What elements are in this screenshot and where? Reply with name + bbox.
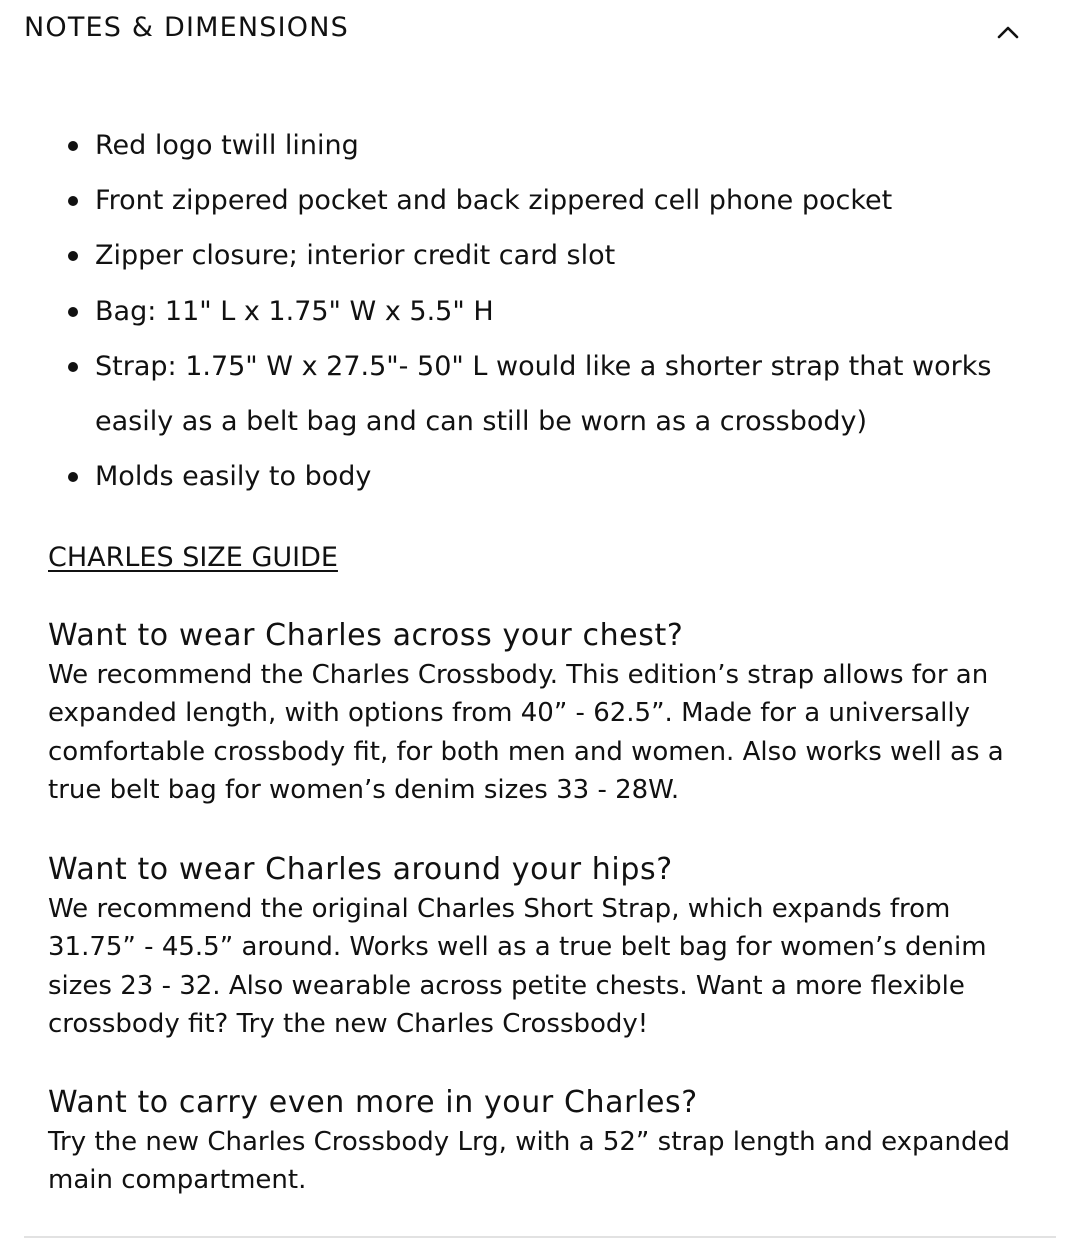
list-item: Front zippered pocket and back zippered cell phone pocket [48,173,1038,228]
bottom-divider [24,1236,1056,1238]
size-guide-link[interactable]: CHARLES SIZE GUIDE [48,542,338,573]
notes-list [48,118,1038,504]
guide-body: Try the new Charles Crossbody Lrg, with a 52” strap length and expanded main compartment. [48,1127,1010,1196]
accordion-header-notes-dimensions[interactable] [24,0,1056,56]
guide-section-crossbody [48,616,1033,809]
guide-section-carry-more [48,1083,1033,1200]
list-item: Strap: 1.75" W x 27.5"- 50" L would like a shorter strap that works easily as a belt bag and can still be worn as a crossbody) [48,339,1038,449]
guide-section-hips [48,850,1033,1043]
list-item: Zipper closure; interior credit card slot [48,228,1038,283]
chevron-up-icon[interactable] [994,20,1022,44]
list-item: Molds easily to body [48,449,1038,504]
accordion-title: NOTES & DIMENSIONS [24,12,349,43]
guide-heading: Want to wear Charles across your chest? [48,618,684,653]
guide-heading: Want to carry even more in your Charles? [48,1085,698,1120]
guide-body: We recommend the original Charles Short Strap, which expands from 31.75” - 45.5” around. Works well as a true belt bag for women’s denim sizes 23 - 32. Also wearable across petite chests. Want a more flexible crossbody fit? Try the new Charles Crossbody! [48,894,987,1039]
list-item: Bag: 11" L x 1.75" W x 5.5" H [48,284,1038,339]
guide-heading: Want to wear Charles around your hips? [48,852,673,887]
list-item: Red logo twill lining [48,118,1038,173]
guide-body: We recommend the Charles Crossbody. This edition’s strap allows for an expanded length, with options from 40” - 62.5”. Made for a universally comfortable crossbody fit, for both men and women. Also works well as a true belt bag for women’s denim sizes 33 - 28W. [48,660,1004,805]
